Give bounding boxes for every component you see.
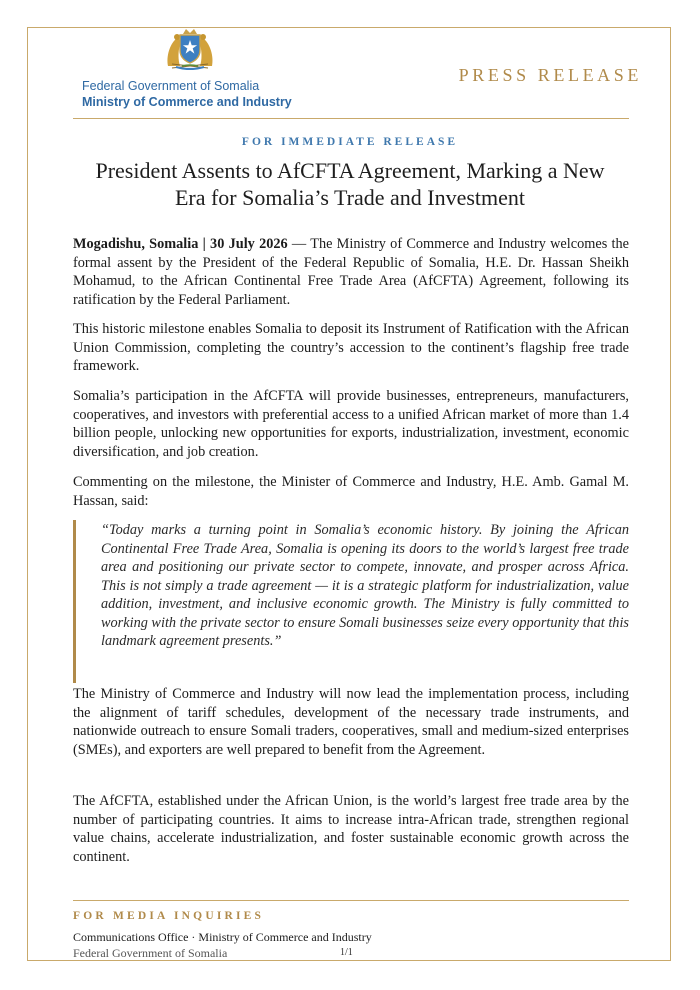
- page-number: 1/1: [340, 947, 353, 958]
- contact-line: Communications Office · Ministry of Commerce and Industry: [73, 930, 372, 944]
- document-type-label: PRESS RELEASE: [458, 65, 642, 85]
- dateline: Mogadishu, Somalia | 30 July 2026: [73, 236, 288, 252]
- headline: [60, 157, 640, 211]
- headline-line-1: President Assents to AfCFTA Agreement, Marking a New: [95, 158, 605, 183]
- paragraph-5: The Ministry of Commerce and Industry will now lead the implementation process, including the alignment of tariff schedules, development of the necessary trade instruments, and nationwide outreach to ensure Somali traders, cooperatives, small and medium-sized enterprises (SMEs), and exporters are well prepared to benefit from the Agreement.: [73, 686, 629, 758]
- footer-organization: Federal Government of Somalia: [73, 946, 228, 960]
- release-tag: FOR IMMEDIATE RELEASE: [241, 136, 459, 148]
- ministry-name: Ministry of Commerce and Industry: [82, 95, 292, 109]
- paragraph-2: This historic milestone enables Somalia to deposit its Instrument of Ratification with the African Union Commission, completing the country’s accession to the continent’s flagship free trade framework.: [73, 321, 629, 374]
- footer-divider: [73, 900, 629, 901]
- headline-line-2: Era for Somalia’s Trade and Investment: [174, 185, 526, 210]
- coat-of-arms-icon: [162, 26, 218, 70]
- header-divider: [73, 118, 629, 119]
- organization-name: Federal Government of Somalia: [82, 79, 260, 93]
- paragraph-4: Commenting on the milestone, the Minister of Commerce and Industry, H.E. Amb. Gamal M. Hassan, said:: [73, 474, 629, 509]
- quote-text: “Today marks a turning point in Somalia’s economic history. By joining the African Continental Free Trade Area, Somalia is opening its doors to the world’s largest free trade area and positioning our private sector to compete, innovate, and prosper across Africa. This is not simply a trade agreement — it is a strategic platform for industrialization, value addition, investment, and inclusive economic growth. The Ministry is fully committed to working with the private sector to ensure Somali businesses seize every opportunity that this landmark agreement presents.”: [101, 522, 629, 649]
- paragraph-6: The AfCFTA, established under the African Union, is the world’s largest free trade area by the number of participating countries. It aims to increase intra-African trade, strengthen regional value chains, accelerate industrialization, and foster sustainable economic growth across the continent.: [73, 793, 629, 865]
- paragraph-3: Somalia’s participation in the AfCFTA will provide businesses, entrepreneurs, manufacturers, cooperatives, and investors with preferential access to a unified African market of more than 1.4 billion people, unlocking new opportunities for exports, industrialization, investment, economic diversification, and job creation.: [73, 388, 629, 460]
- minister-quote: [73, 520, 629, 683]
- paragraph-1-text: — The Ministry of Commerce and Industry welcomes the formal assent by the President of the Federal Republic of Somalia, H.E. Dr. Hassan Sheikh Mohamud, to the African Continental Free Trade Area (AfCFTA) Agreement, following its ratification by the Federal Parliament.: [73, 236, 629, 308]
- media-inquiries-heading: FOR MEDIA INQUIRIES: [73, 910, 265, 922]
- paragraph-1: [73, 235, 629, 309]
